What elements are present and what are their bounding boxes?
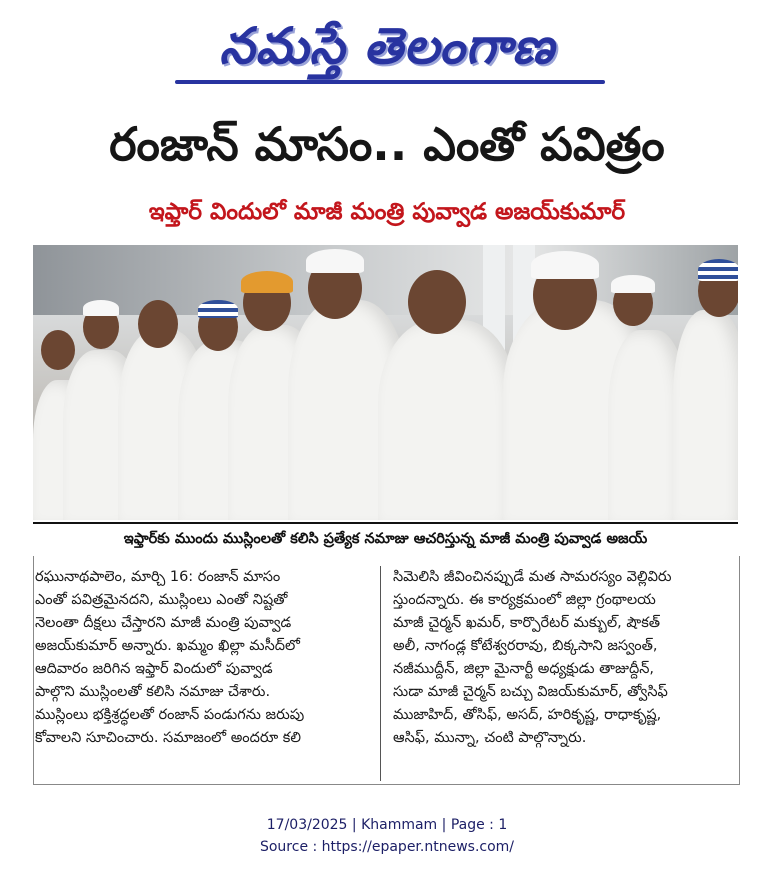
article-line: స్తుందన్నారు. ఈ కార్యక్రమంలో జిల్లా గ్రంథాలయ — [393, 592, 656, 608]
article-line: నెలంతా దీక్షలు చేస్తారని మాజీ మంత్రి పువ్వాడ — [35, 615, 292, 631]
article-line: ముస్లింలు భక్తిశ్రద్ధలతో రంజాన్ పండుగను జరుపు — [35, 707, 305, 723]
column-divider — [380, 566, 381, 781]
photo-person-head — [408, 270, 466, 334]
photo-cap — [306, 249, 364, 273]
article-line: రఘునాథపాలెం, మార్చి 16: రంజాన్ మాసం — [35, 569, 281, 585]
article-photo — [33, 245, 738, 520]
newspaper-title: నమస్తే తెలంగాణ — [219, 16, 555, 75]
photo-person-head — [41, 330, 75, 370]
photo-cap — [83, 300, 119, 316]
article-column-left — [35, 566, 370, 750]
photo-cap — [241, 271, 293, 293]
footer-source-link[interactable]: Source : https://epaper.ntnews.com/ — [259, 839, 515, 855]
photo-cap — [531, 251, 599, 279]
article-line: అజయ్‌కుమార్ అన్నారు. ఖమ్మం ఖిల్లా మసీద్‌లో — [35, 638, 300, 654]
article-line: ఆసిఫ్, మున్నా, చంటి పాల్గొన్నారు. — [393, 730, 587, 746]
article-line: కోవాలని సూచించారు. సమాజంలో అందరూ కలి — [35, 730, 301, 746]
photo-person-head — [138, 300, 178, 348]
photo-cap — [198, 300, 238, 318]
photo-caption-bar — [33, 522, 738, 554]
article-line: ఎంతో పవిత్రమైనదని, ముస్లింలు ఎంతో నిష్టతో — [35, 592, 288, 608]
article-line: సిమెలిసి జీవించినప్పుడే మత సామరస్యం వెల్లివిరు — [393, 569, 672, 585]
article-line: మాజీ చైర్మన్ ఖమర్, కార్పొరేటర్ మక్బుల్, షౌకత్ — [393, 615, 661, 631]
page-footer — [0, 814, 774, 858]
article-line: నజీముద్దీన్, జిల్లా మైనార్టీ అధ్యక్షుడు తాజుద్దీన్, — [393, 661, 655, 677]
photo-cap — [611, 275, 655, 293]
article-line: ఆదివారం జరిగిన ఇఫ్తార్ విందులో పువ్వాడ — [35, 661, 273, 677]
photo-person — [673, 310, 738, 520]
article-line: అలీ, నాగండ్ల కోటేశ్వరరావు, బిక్కసాని జస్వంత్, — [393, 638, 658, 654]
masthead-underline — [175, 80, 605, 84]
masthead — [0, 8, 774, 88]
article-line: ముజాహిద్, తోసిఫ్, అసద్, హరికృష్ణ, రాధాకృష్ణ, — [393, 707, 662, 723]
article-column-right — [393, 566, 728, 750]
photo-caption: ఇఫ్తార్‌కు ముందు ముస్లింలతో కలిసి ప్రత్యేక నమాజు ఆచరిస్తున్న మాజీ మంత్రి పువ్వాడ అజయ్ — [123, 531, 648, 547]
photo-cap — [698, 259, 738, 281]
article-subheadline: ఇఫ్తార్ విందులో మాజీ మంత్రి పువ్వాడ అజయ్‌కుమార్ — [148, 199, 626, 225]
footer-date-edition: 17/03/2025 | Khammam | Page : 1 — [266, 817, 508, 833]
article-headline: రంజాన్ మాసం.. ఎంతో పవిత్రం — [109, 117, 665, 171]
article-line: పాల్గొని ముస్లింలతో కలిసి నమాజు చేశారు. — [35, 684, 271, 700]
article-line: సుడా మాజీ చైర్మన్ బచ్చు విజయ్‌కుమార్, త్వోసిఫ్ — [393, 684, 668, 700]
photo-person — [378, 320, 518, 520]
